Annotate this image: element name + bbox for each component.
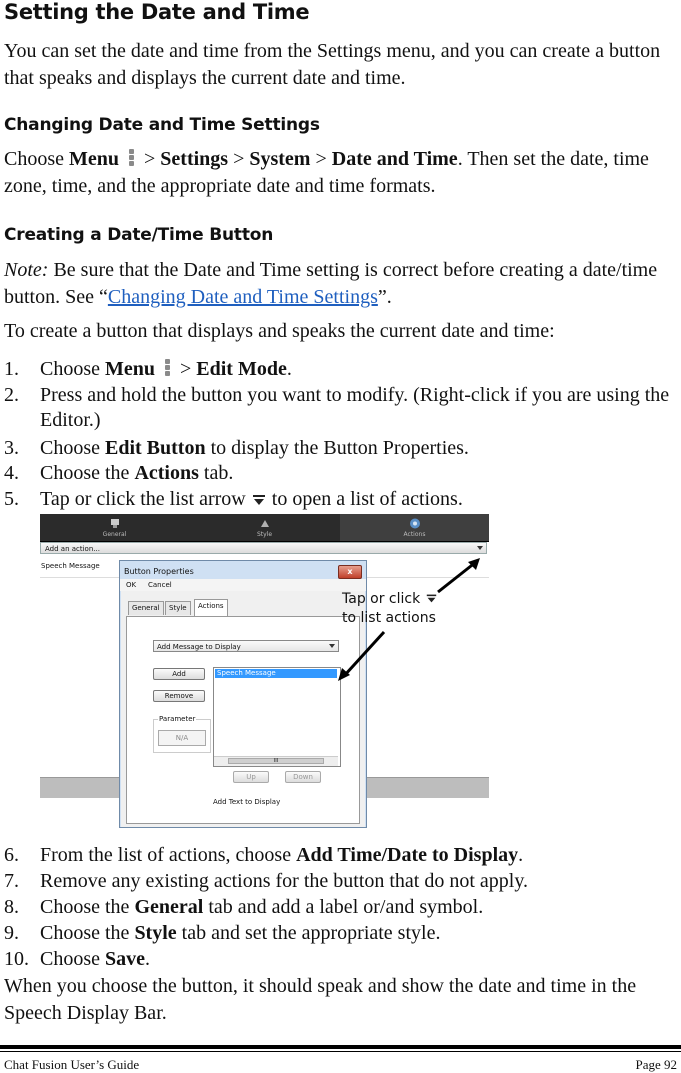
tab-general[interactable]: General — [128, 601, 164, 615]
step-text: Remove any existing actions for the button that do not apply. — [40, 870, 529, 892]
list-item — [0, 383, 681, 433]
choose-text: Choose — [4, 148, 64, 170]
step-text — [40, 461, 678, 486]
step-text — [40, 947, 678, 972]
separator: > — [233, 148, 245, 170]
chevron-down-icon — [477, 546, 483, 550]
note-label: Note: — [4, 259, 49, 281]
separator: > — [315, 148, 327, 170]
remove-button[interactable]: Remove — [153, 690, 205, 702]
step-mid: > — [175, 358, 197, 380]
callout-text-2: to list actions — [342, 610, 436, 626]
step-number: 4. — [4, 462, 19, 484]
add-button[interactable]: Add — [153, 668, 205, 680]
step-text — [40, 921, 678, 946]
dialog-body — [121, 591, 365, 827]
list-item — [0, 921, 681, 946]
note-end: ”. — [377, 286, 392, 308]
list-item — [0, 869, 681, 894]
step-bold: Style — [134, 922, 177, 944]
actions-panel — [126, 616, 360, 824]
step-bold: Add Time/Date to Display — [296, 844, 519, 866]
menu-icon — [127, 148, 136, 168]
step-pre: Choose the — [40, 896, 135, 918]
step-number: 2. — [4, 384, 19, 406]
step-number: 7. — [4, 870, 19, 892]
step-bold: Save — [105, 948, 145, 970]
step-post: tab and set the appropriate style. — [176, 922, 441, 944]
section-heading-changing: Changing Date and Time Settings — [4, 115, 320, 135]
callout-line — [342, 590, 438, 609]
changing-settings-link[interactable]: Changing Date and Time Settings — [107, 286, 378, 308]
step-bold: Actions — [134, 462, 199, 484]
step-pre: Choose the — [40, 462, 135, 484]
page-title: Setting the Date and Time — [4, 0, 310, 24]
parameter-label: Parameter — [159, 715, 196, 723]
callout-text-1: Tap or click — [342, 591, 421, 607]
step-number: 5. — [4, 488, 19, 510]
date-and-time-label: Date and Time — [331, 148, 458, 170]
closing-paragraph: When you choose the button, it should speak and show the date and time in the Speech Display Bar. — [4, 975, 637, 1024]
dialog-footer-label: Add Text to Display — [213, 798, 281, 806]
step-post: . — [145, 948, 150, 970]
step-number: 9. — [4, 922, 19, 944]
toolbar-general-button[interactable] — [40, 514, 189, 541]
step-bold: General — [134, 896, 204, 918]
list-arrow-icon — [425, 593, 438, 604]
combo-value: Add Message to Display — [157, 643, 241, 651]
style-icon — [259, 518, 271, 529]
step-post: tab. — [198, 462, 234, 484]
toolbar-actions-button[interactable] — [340, 514, 489, 541]
step-number: 8. — [4, 896, 19, 918]
horizontal-scrollbar[interactable] — [214, 756, 338, 766]
step-number: 1. — [4, 358, 19, 380]
action-combo[interactable] — [153, 640, 339, 652]
actions-screenshot — [40, 514, 491, 828]
step-number: 6. — [4, 844, 19, 866]
menu-label: Menu — [69, 148, 119, 170]
scroll-thumb[interactable]: III — [228, 758, 324, 764]
settings-label: Settings — [160, 148, 229, 170]
changing-after-text: . Then set the date, time zone, time, and the appropriate date and time formats. — [4, 148, 649, 197]
toolbar-style-button[interactable] — [190, 514, 339, 541]
section-heading-creating: Creating a Date/Time Button — [4, 225, 274, 245]
note-paragraph — [4, 257, 678, 311]
step-text — [40, 487, 678, 512]
list-item — [0, 436, 681, 461]
toolbar-label: Style — [256, 531, 273, 538]
list-item — [0, 843, 681, 868]
list-item — [0, 895, 681, 920]
footer-rule — [0, 1045, 681, 1049]
list-item — [0, 357, 681, 382]
step-text: Press and hold the button you want to modify. (Right-click if you are using the Editor.) — [40, 384, 670, 431]
add-action-dropdown[interactable] — [40, 542, 487, 554]
tab-style[interactable]: Style — [165, 601, 191, 615]
note-text: Be sure that the Date and Time setting is correct before creating a date/time button. See “ — [4, 259, 658, 308]
dialog-title: Button Properties — [124, 567, 194, 576]
speech-message-item[interactable]: Speech Message — [41, 562, 100, 570]
footer-guide-title: Chat Fusion User’s Guide — [4, 1057, 140, 1072]
step-text — [40, 357, 678, 382]
add-action-label: Add an action... — [45, 545, 100, 553]
step-bold-editmode: Edit Mode — [196, 358, 287, 380]
toolbar-label: General — [102, 531, 127, 538]
callout-text — [342, 590, 438, 628]
footer-page-number: Page 92 — [635, 1057, 677, 1072]
parameter-field[interactable]: N/A — [158, 730, 206, 746]
step-pre: Choose — [40, 358, 105, 380]
step-post: . — [286, 358, 292, 380]
ok-menu-item[interactable]: OK — [126, 581, 137, 589]
list-item[interactable]: Speech Message — [215, 669, 337, 678]
step-post: . — [518, 844, 524, 866]
tab-actions[interactable]: Actions — [194, 599, 228, 616]
step-bold-menu: Menu — [105, 358, 155, 380]
general-icon — [109, 518, 121, 529]
step-post: to open a list of actions. — [266, 488, 463, 510]
step-pre: Choose the — [40, 922, 135, 944]
step-pre: From the list of actions, choose — [40, 844, 297, 866]
toolbar-label: Actions — [403, 531, 426, 538]
separator: > — [144, 148, 156, 170]
down-button[interactable]: Down — [285, 771, 321, 783]
step-pre: Choose — [40, 437, 105, 459]
step-pre: Tap or click the list arrow — [40, 488, 251, 510]
step-text — [40, 895, 678, 920]
footer-rule-thin — [0, 1051, 681, 1052]
step-post: tab and add a label or/and symbol. — [203, 896, 484, 918]
cancel-menu-item[interactable]: Cancel — [148, 581, 172, 589]
actions-listbox[interactable] — [213, 667, 341, 767]
editor-toolbar — [40, 514, 489, 542]
list-item — [0, 487, 681, 512]
menu-icon — [163, 358, 172, 378]
step-pre: Choose — [40, 948, 105, 970]
step-number: 10. — [4, 948, 29, 970]
intro-paragraph: You can set the date and time from the Settings menu, and you can create a button that speaks and displays the current date and time. — [4, 40, 661, 89]
close-button[interactable]: x — [338, 565, 362, 579]
list-item — [0, 461, 681, 486]
list-arrow-icon — [251, 493, 267, 507]
step-post: to display the Button Properties. — [205, 437, 469, 459]
step-text — [40, 843, 678, 868]
step-text — [40, 436, 678, 461]
up-button[interactable]: Up — [233, 771, 269, 783]
system-label: System — [249, 148, 311, 170]
list-item — [0, 947, 681, 972]
changing-instructions — [4, 146, 678, 200]
step-bold: Edit Button — [105, 437, 206, 459]
actions-icon — [409, 518, 421, 529]
lead-paragraph: To create a button that displays and speaks the current date and time: — [4, 320, 555, 342]
parameter-group — [153, 715, 211, 753]
step-number: 3. — [4, 437, 19, 459]
